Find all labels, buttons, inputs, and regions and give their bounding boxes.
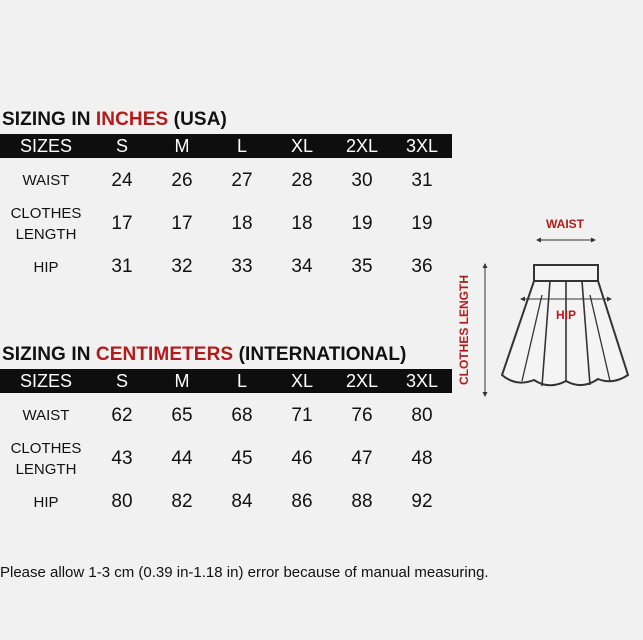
table-cell: 27	[231, 169, 253, 191]
cm-title-prefix: SIZING IN	[2, 344, 96, 365]
row-label-line: HIP	[33, 258, 59, 276]
row-label-line: HIP	[33, 493, 59, 511]
table-cell: 17	[111, 213, 133, 234]
table-row	[0, 158, 452, 203]
inches-header-row	[0, 134, 452, 158]
table-cell: 18	[231, 213, 253, 234]
table-cell: 44	[171, 448, 193, 469]
table-row	[0, 480, 452, 524]
table-cell: 36	[411, 256, 433, 277]
inches-title-accent: INCHES	[95, 109, 169, 130]
header-cell-size: 3XL	[392, 369, 452, 393]
row-label-line: WAIST	[22, 407, 70, 424]
table-cell: 33	[231, 256, 253, 277]
row-label	[0, 393, 92, 438]
table-cell: 68	[231, 404, 253, 426]
row-label-line: CLOTHES	[10, 205, 82, 222]
inches-section-title	[2, 109, 227, 131]
header-cell-size: M	[152, 134, 212, 158]
table-cell: 46	[291, 448, 313, 469]
row-label-line: CLOTHES	[10, 440, 82, 457]
table-cell: 24	[111, 169, 133, 191]
table-cell: 17	[171, 213, 193, 234]
header-cell-size: 2XL	[332, 369, 392, 393]
table-cell: 28	[291, 169, 313, 191]
skirt-illustration	[502, 265, 628, 386]
skirt-diagram	[450, 205, 640, 405]
clothes-length-label: CLOTHES LENGTH	[457, 275, 471, 385]
header-cell-size: L	[212, 369, 272, 393]
table-cell: 34	[291, 256, 313, 277]
table-cell: 65	[171, 404, 193, 426]
row-label	[0, 158, 92, 203]
table-cell: 48	[411, 448, 433, 469]
table-cell: 19	[351, 213, 373, 234]
header-cell-size: 3XL	[392, 134, 452, 158]
header-cell-size: XL	[272, 369, 332, 393]
measurement-note: Please allow 1-3 cm (0.39 in-1.18 in) error because of manual measuring.	[0, 564, 489, 581]
cm-title-suffix: (INTERNATIONAL)	[233, 344, 407, 365]
table-cell: 80	[411, 404, 433, 426]
table-cell: 86	[291, 491, 313, 512]
table-cell: 43	[111, 448, 133, 469]
table-cell: 31	[411, 169, 433, 191]
waist-arrow	[536, 238, 596, 243]
table-cell: 26	[171, 169, 193, 191]
table-cell: 62	[111, 404, 133, 426]
cm-section-title	[2, 344, 406, 366]
table-cell: 31	[111, 256, 133, 277]
table-cell: 47	[351, 448, 373, 469]
header-cell-size: M	[152, 369, 212, 393]
table-cell: 30	[351, 169, 373, 191]
inches-title-suffix: (USA)	[168, 109, 227, 130]
table-cell: 84	[231, 491, 253, 512]
inches-title-prefix: SIZING IN	[2, 109, 96, 130]
table-cell: 71	[291, 404, 313, 426]
table-cell: 35	[351, 256, 373, 277]
row-label	[0, 245, 92, 289]
hip-label: HIP	[555, 308, 577, 322]
table-row	[0, 245, 452, 289]
table-cell: 18	[291, 213, 313, 234]
cm-size-table	[0, 369, 452, 524]
table-cell: 80	[111, 491, 133, 512]
row-label	[0, 203, 92, 245]
row-label	[0, 438, 92, 480]
table-row	[0, 393, 452, 438]
row-label	[0, 480, 92, 524]
table-cell: 92	[411, 491, 433, 512]
table-cell: 82	[171, 491, 193, 512]
cm-title-accent: CENTIMETERS	[95, 344, 234, 365]
row-label-line: WAIST	[22, 172, 70, 189]
table-cell: 32	[171, 256, 193, 277]
table-row	[0, 203, 452, 245]
waist-label: WAIST	[546, 217, 584, 231]
header-cell-size: S	[92, 134, 152, 158]
header-cell-sizes: SIZES	[0, 369, 92, 393]
row-label-line: LENGTH	[15, 226, 77, 243]
header-cell-size: L	[212, 134, 272, 158]
header-cell-size: 2XL	[332, 134, 392, 158]
table-cell: 88	[351, 491, 373, 512]
table-cell: 76	[351, 404, 373, 426]
table-cell: 19	[411, 213, 433, 234]
table-row	[0, 438, 452, 480]
inches-size-table	[0, 134, 452, 289]
header-cell-size: S	[92, 369, 152, 393]
row-label-line: LENGTH	[15, 461, 77, 478]
header-cell-size: XL	[272, 134, 332, 158]
cm-header-row	[0, 369, 452, 393]
length-arrow	[483, 263, 488, 397]
header-cell-sizes: SIZES	[0, 134, 92, 158]
table-cell: 45	[231, 448, 253, 469]
